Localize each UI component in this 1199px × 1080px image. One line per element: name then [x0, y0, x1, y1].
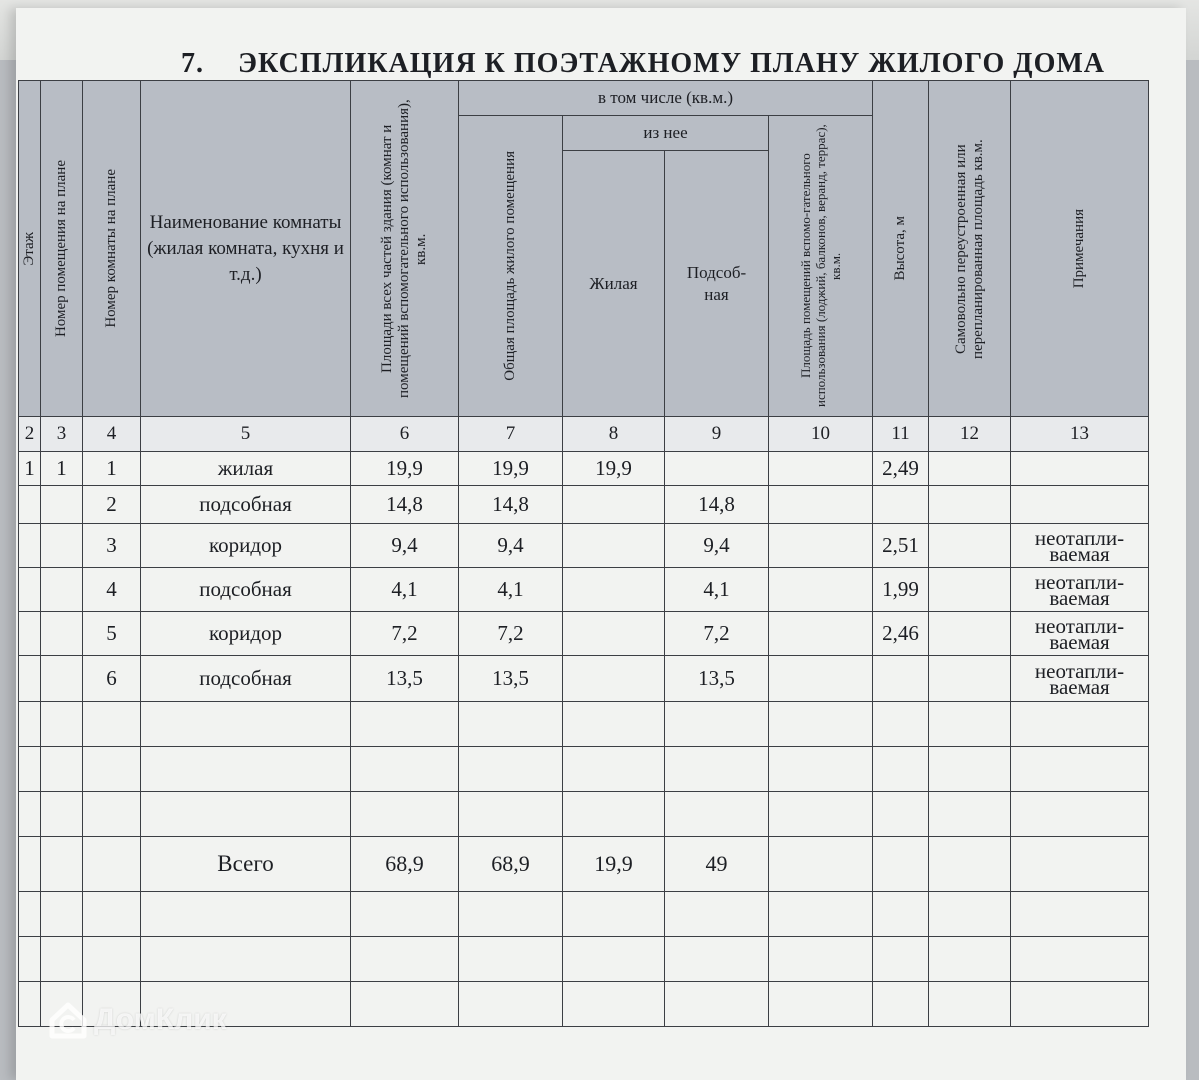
cell-floor	[19, 568, 41, 612]
column-number: 3	[41, 417, 83, 452]
column-number: 6	[351, 417, 459, 452]
table-row	[19, 612, 1149, 656]
cell-name: подсобная	[141, 656, 351, 702]
cell-loggia	[769, 568, 873, 612]
explication-table	[18, 80, 1149, 1027]
header-height: Высота, м	[873, 81, 929, 417]
header-row-1	[19, 81, 1149, 116]
watermark-text: ДомКлик	[94, 1003, 227, 1036]
cell-total: 19,9	[459, 452, 563, 486]
cell-height	[873, 486, 929, 524]
cell-name: подсобная	[141, 568, 351, 612]
cell-living	[563, 612, 665, 656]
cell-floor	[19, 656, 41, 702]
cell-area: 7,2	[351, 612, 459, 656]
cell-rebuilt	[929, 612, 1011, 656]
cell-room: 5	[83, 612, 141, 656]
header-floor: Этаж	[19, 81, 41, 417]
cell-floor	[19, 486, 41, 524]
cell-aux: 13,5	[665, 656, 769, 702]
cell-area: 19,9	[351, 452, 459, 486]
column-number: 13	[1011, 417, 1149, 452]
cell-total: 13,5	[459, 656, 563, 702]
cell-rebuilt	[929, 656, 1011, 702]
cell-rebuilt	[929, 568, 1011, 612]
document-page	[16, 8, 1186, 1080]
cell-floor	[19, 612, 41, 656]
column-number: 12	[929, 417, 1011, 452]
table-row	[19, 486, 1149, 524]
cell-total: 7,2	[459, 612, 563, 656]
cell-area: 14,8	[351, 486, 459, 524]
cell-loggia	[769, 612, 873, 656]
cell-premises	[41, 656, 83, 702]
header-total-living-area: Общая площадь жилого помещения	[459, 116, 563, 417]
cell-living	[563, 524, 665, 568]
cell-area: 13,5	[351, 656, 459, 702]
cell-premises	[41, 486, 83, 524]
cell-room: 2	[83, 486, 141, 524]
cell-aux: 4,1	[665, 568, 769, 612]
cell-aux: 14,8	[665, 486, 769, 524]
cell-total: 14,8	[459, 486, 563, 524]
section-number: 7.	[181, 48, 204, 79]
table-row	[19, 656, 1149, 702]
cell-loggia	[769, 452, 873, 486]
empty-row	[19, 892, 1149, 937]
cell-premises: 1	[41, 452, 83, 486]
totals-living: 19,9	[563, 837, 665, 892]
totals-area: 68,9	[351, 837, 459, 892]
cell-premises	[41, 612, 83, 656]
cell-note: неотапли-ваемая	[1011, 656, 1149, 702]
column-number: 2	[19, 417, 41, 452]
cell-living	[563, 486, 665, 524]
cell-total: 4,1	[459, 568, 563, 612]
header-auxiliary: Подсоб-ная	[665, 151, 769, 417]
cell-room: 6	[83, 656, 141, 702]
empty-row	[19, 702, 1149, 747]
cell-room: 4	[83, 568, 141, 612]
column-number: 5	[141, 417, 351, 452]
cell-premises	[41, 568, 83, 612]
header-notes: Примечания	[1011, 81, 1149, 417]
cell-name: коридор	[141, 524, 351, 568]
cell-aux: 7,2	[665, 612, 769, 656]
cell-height: 2,51	[873, 524, 929, 568]
column-number: 9	[665, 417, 769, 452]
cell-floor	[19, 524, 41, 568]
header-room-number: Номер комнаты на плане	[83, 81, 141, 417]
cell-total: 9,4	[459, 524, 563, 568]
watermark	[48, 1000, 227, 1040]
cell-aux: 9,4	[665, 524, 769, 568]
cell-living	[563, 568, 665, 612]
totals-total: 68,9	[459, 837, 563, 892]
cell-room: 1	[83, 452, 141, 486]
empty-row	[19, 937, 1149, 982]
cell-name: коридор	[141, 612, 351, 656]
cell-rebuilt	[929, 452, 1011, 486]
empty-row	[19, 792, 1149, 837]
cell-note	[1011, 452, 1149, 486]
cell-loggia	[769, 656, 873, 702]
totals-aux: 49	[665, 837, 769, 892]
header-including: в том числе (кв.м.)	[459, 81, 873, 116]
cell-note: неотапли-ваемая	[1011, 524, 1149, 568]
totals-row	[19, 837, 1149, 892]
column-number: 7	[459, 417, 563, 452]
cell-name: подсобная	[141, 486, 351, 524]
page-title	[181, 48, 1111, 80]
cell-room: 3	[83, 524, 141, 568]
header-premises-number: Номер помещения на плане	[41, 81, 83, 417]
cell-rebuilt	[929, 524, 1011, 568]
table-row	[19, 524, 1149, 568]
title-text: ЭКСПЛИКАЦИЯ К ПОЭТАЖНОМУ ПЛАНУ ЖИЛОГО ДОМА	[238, 48, 1106, 79]
column-number: 4	[83, 417, 141, 452]
header-self-rebuilt: Самовольно переустроенная или перепланированная площадь кв.м.	[929, 81, 1011, 417]
cell-area: 9,4	[351, 524, 459, 568]
cell-area: 4,1	[351, 568, 459, 612]
cell-living: 19,9	[563, 452, 665, 486]
cell-aux	[665, 452, 769, 486]
cell-height: 1,99	[873, 568, 929, 612]
column-number: 8	[563, 417, 665, 452]
empty-row	[19, 747, 1149, 792]
cell-living	[563, 656, 665, 702]
cell-note: неотапли-ваемая	[1011, 568, 1149, 612]
cell-premises	[41, 524, 83, 568]
header-aux-premises-area: Площадь помещений вспомо-гательного использования (лоджий, балконов, веранд, террас), кв.м.	[769, 116, 873, 417]
house-logo-icon	[48, 1000, 88, 1040]
totals-label: Всего	[141, 837, 351, 892]
cell-floor: 1	[19, 452, 41, 486]
cell-rebuilt	[929, 486, 1011, 524]
cell-note	[1011, 486, 1149, 524]
cell-height: 2,46	[873, 612, 929, 656]
cell-name: жилая	[141, 452, 351, 486]
column-number-row	[19, 417, 1149, 452]
header-of-which: из нее	[563, 116, 769, 151]
cell-height	[873, 656, 929, 702]
column-number: 10	[769, 417, 873, 452]
cell-loggia	[769, 486, 873, 524]
table-row	[19, 568, 1149, 612]
header-room-name: Наименование комнаты (жилая комната, кухня и т.д.)	[141, 81, 351, 417]
header-area-all-parts: Площади всех частей здания (комнат и помещений вспомогательного использования), кв.м.	[351, 81, 459, 417]
column-number: 11	[873, 417, 929, 452]
cell-loggia	[769, 524, 873, 568]
table-row	[19, 452, 1149, 486]
header-living: Жилая	[563, 151, 665, 417]
cell-height: 2,49	[873, 452, 929, 486]
cell-note: неотапли-ваемая	[1011, 612, 1149, 656]
